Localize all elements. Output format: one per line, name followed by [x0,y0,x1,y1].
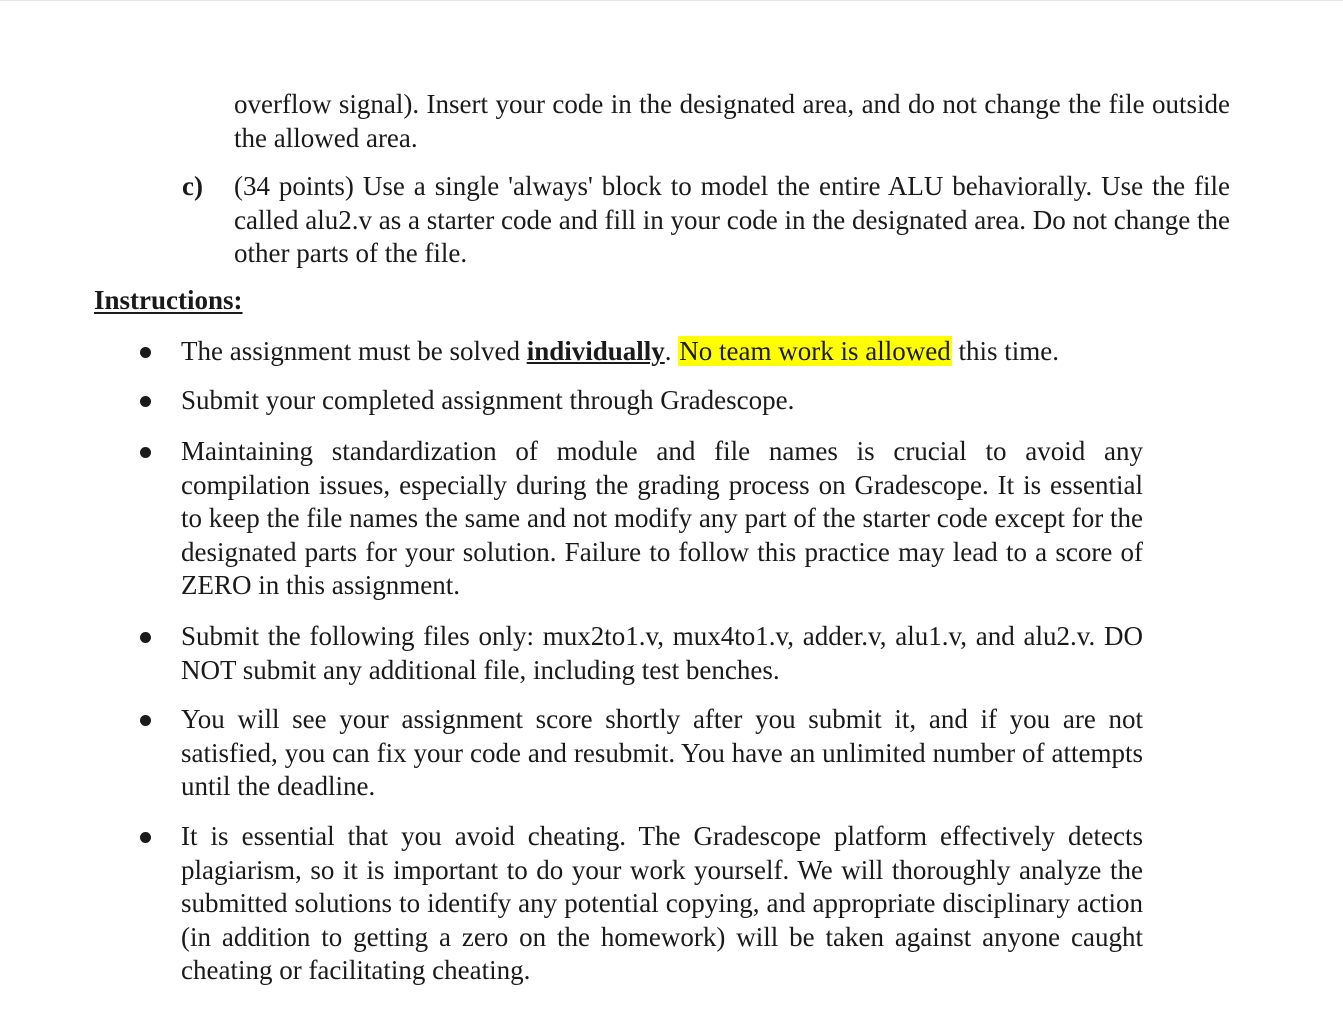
instructions-heading: Instructions: [94,285,243,315]
bullet-item-standardization: Maintaining standardization of module and file names is crucial to avoid any compilation issues, especially during the grading process on Gradescope. It is essential to keep the file names the same and not modify any part of the starter code except for the designated parts for your solution. Failure to follow this practice may lead to a score of ZERO in this assignment. [181,436,1143,600]
bullet-dot [140,632,151,643]
bullet-1-text-a: The assignment must be solved [181,336,527,366]
bullet-dot [140,396,151,407]
emphasis-individually: individually [526,336,665,366]
bullet-item-resubmit: You will see your assignment score shortly after you submit it, and if you are not satisfied, you can fix your code and resubmit. You have an unlimited number of attempts until the deadline. [181,704,1143,801]
bullet-dot [140,347,151,358]
bullet-item-individual-work [181,335,1181,369]
bullet-1-text-b: . [664,336,679,366]
bullet-item-files-list: Submit the following files only: mux2to1.v, mux4to1.v, adder.v, alu1.v, and alu2.v. DO NOT submit any additional file, including test benches. [181,621,1143,685]
item-c-label: c) [182,171,203,201]
bullet-1-text-c: this time. [951,336,1059,366]
bullet-item-cheating: It is essential that you avoid cheating. The Gradescope platform effectively detects plagiarism, so it is important to do your work yourself. We will thoroughly analyze the submitted solutions to identify any potential copying, and appropriate disciplinary action (in addition to getting a zero on the homework) will be taken against anyone caught cheating or facilitating cheating. [181,821,1143,985]
highlighted-text: No team work is allowed [679,336,951,366]
bullet-item-submit-gradescope: Submit your completed assignment through Gradescope. [181,385,795,415]
item-c-text: (34 points) Use a single 'always' block to model the entire ALU behaviorally. Use the file called alu2.v as a starter code and fill in your code in the designated area. Do not change the other parts of the file. [234,171,1230,268]
bullet-dot [140,832,151,843]
bullet-dot [140,715,151,726]
continuation-paragraph: overflow signal). Insert your code in the designated area, and do not change the file outside the allowed area. [234,89,1230,153]
bullet-dot [140,447,151,458]
